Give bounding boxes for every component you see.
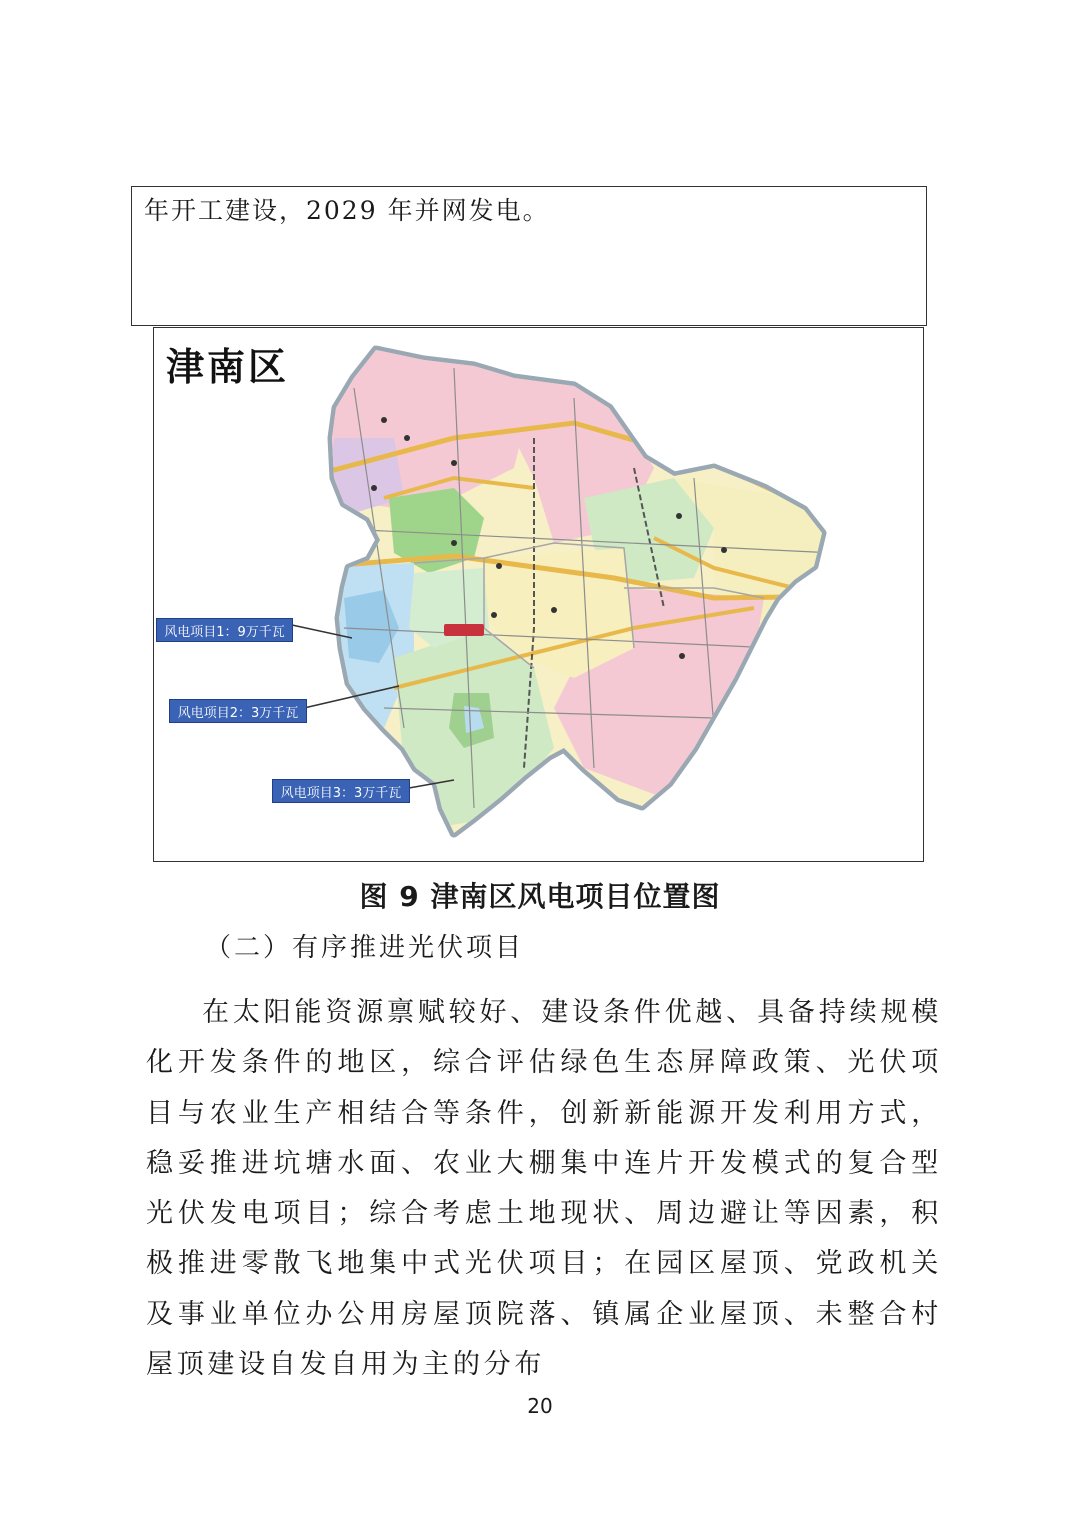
district-map	[154, 328, 924, 862]
section-heading: （二）有序推进光伏项目	[205, 933, 525, 963]
table-continuation-text: 年开工建设，2029 年并网发电。	[144, 196, 550, 225]
figure-caption: 图 9 津南区风电项目位置图	[359, 880, 721, 913]
wind-project-label-3: 风电项目3：3万千瓦	[272, 779, 410, 803]
page-number: 20	[527, 1394, 553, 1418]
map-title: 津南区	[166, 344, 290, 389]
wind-project-label-2: 风电项目2：3万千瓦	[169, 699, 307, 723]
body-paragraph: 在太阳能资源禀赋较好、建设条件优越、具备持续规模化开发条件的地区，综合评估绿色生态屏障政策、光伏项目与农业生产相结合等条件，创新新能源开发利用方式，稳妥推进坑塘水面、农业大棚集中连片开发模式的复合型光伏发电项目；综合考虑土地现状、周边避让等因素，积极推进零散飞地集中式光伏项目；在园区屋顶、党政机关及事业单位办公用房屋顶院落、镇属企业屋顶、未整合村屋顶建设自发自用为主的分布	[146, 997, 942, 1381]
wind-project-label-1: 风电项目1：9万千瓦	[156, 618, 293, 642]
map-figure	[153, 327, 924, 862]
table-cell-box	[131, 186, 927, 326]
